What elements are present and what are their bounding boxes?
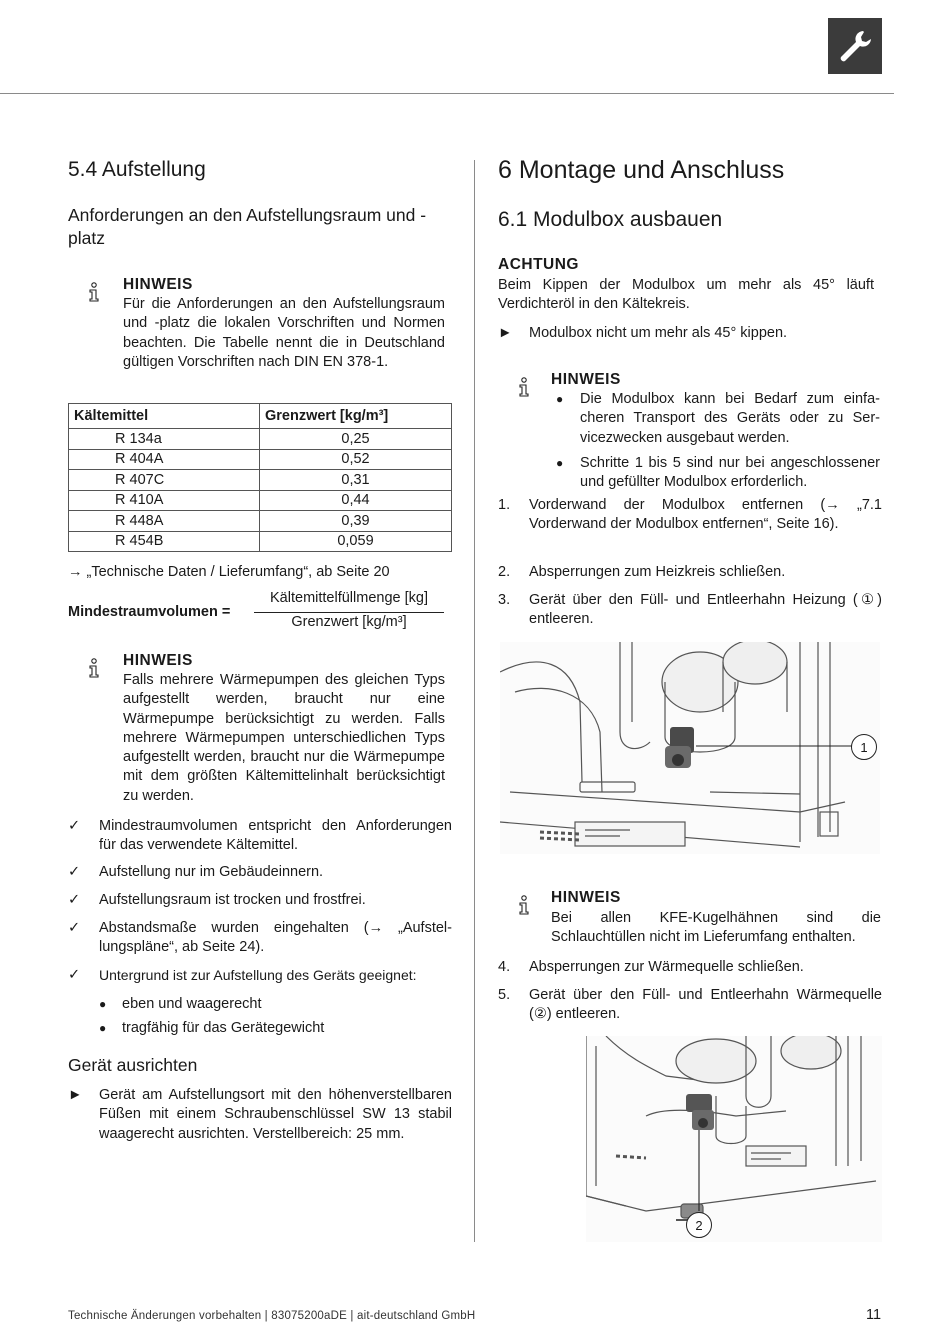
formula-label: Mindestraumvolumen = <box>68 604 231 620</box>
step-text: Absperrungen zum Heizkreis schließen. <box>529 564 786 580</box>
info-icon <box>516 895 532 915</box>
table-header: Kältemittel <box>69 404 260 429</box>
chapter-title: 6 Montage und Anschluss <box>498 156 785 184</box>
figure-heatsource-drain-valve <box>586 1036 882 1242</box>
bullet-text: eben und waagerecht <box>122 996 262 1012</box>
step-number: 5. <box>498 987 511 1003</box>
checkmark-icon: ✓ <box>68 818 81 834</box>
check-text: Aufstellungsraum ist trocken und frostfrei. <box>99 892 366 908</box>
header-rule <box>0 93 894 94</box>
table-cell: R 134a <box>69 429 260 450</box>
step-text: Gerät über den Füll- und Entleerhahn Wärmequelle (②) entleeren. <box>529 987 882 1023</box>
note-title: HINWEIS <box>551 889 621 906</box>
info-icon <box>86 282 102 302</box>
figure-heating-drain-valve <box>500 642 882 856</box>
checkmark-icon: ✓ <box>68 967 81 983</box>
callout-2: 2 <box>686 1212 712 1238</box>
step-number: 4. <box>498 959 511 975</box>
check-text: Abstandsmaße wurden eingehalten (→ „Aufstellungspläne“, ab Seite 24). <box>99 920 452 956</box>
check-text: Aufstellung nur im Gebäudeinnern. <box>99 864 324 880</box>
action-text: Gerät am Aufstellungsort mit den höhenverstellbaren Füßen mit einem Schraubenschlüssel SW 13 stabil waagerecht ausrichten. Verstellbereich: 25 mm. <box>99 1087 452 1142</box>
note-text: Falls mehrere Wärmepumpen des gleichen Typs aufgestellt werden, braucht nur eine Wärmepumpe berücksichtigt zu werden. Falls mehrere Wärmepumpen unterschiedlichen Typs aufgestellt werden, braucht nur die Wärmepumpe mit dem größten Kältemittelinhalt berücksichtigt zu werden. <box>123 672 445 804</box>
bullet-icon: ● <box>99 1021 107 1035</box>
table-cell: 0,44 <box>260 490 452 511</box>
note-text: Bei allen KFE‑Kugelhähnen sind die Schlauchtüllen nicht im Lieferumfang enthalten. <box>551 910 881 946</box>
step-number: 2. <box>498 564 511 580</box>
refrigerant-table <box>68 403 452 552</box>
table-cell: 0,31 <box>260 470 452 491</box>
checkmark-icon: ✓ <box>68 920 81 936</box>
check-text: Untergrund ist zur Aufstellung des Geräts geeignet: <box>99 967 417 983</box>
section-title: 5.4 Aufstellung <box>68 158 206 181</box>
triangle-bullet-icon: ► <box>68 1087 83 1103</box>
table-cell: R 410A <box>69 490 260 511</box>
footer-text: Technische Änderungen vorbehalten | 83075200aDE | ait-deutschland GmbH <box>68 1310 476 1322</box>
column-divider <box>474 160 475 1242</box>
checkmark-icon: ✓ <box>68 864 81 880</box>
table-cell: 0,39 <box>260 511 452 532</box>
table-cell: R 448A <box>69 511 260 532</box>
note-title: HINWEIS <box>123 652 193 669</box>
table-header: Grenzwert [kg/m³] <box>260 404 452 429</box>
table-cell: 0,059 <box>260 531 452 552</box>
cross-reference-link[interactable]: → „Technische Daten / Lieferumfang“, ab Seite 20 <box>68 564 390 580</box>
subsection-title: Anforderungen an den Aufstellungsraum und -platz <box>68 205 427 248</box>
bullet-icon: ● <box>99 997 107 1011</box>
table-cell: 0,52 <box>260 449 452 470</box>
table-cell: R 407C <box>69 470 260 491</box>
section-title: 6.1 Modulbox ausbauen <box>498 208 723 231</box>
formula-numerator: Kältemittelfüllmenge [kg] <box>270 590 428 606</box>
technical-illustration-1 <box>500 642 882 856</box>
table-cell: R 404A <box>69 449 260 470</box>
table-cell: R 454B <box>69 531 260 552</box>
section-wrench-badge <box>828 18 882 74</box>
bullet-icon: ● <box>556 456 564 470</box>
step-text: Vorderwand der Modulbox entfernen (→ „7.1 Vorderwand der Modulbox entfernen“, Seite 16). <box>529 497 882 533</box>
step-text: Gerät über den Füll- und Entleerhahn Heizung (①) entleeren. <box>529 592 882 628</box>
bullet-icon: ● <box>556 392 564 406</box>
step-number: 1. <box>498 497 511 513</box>
warning-title: ACHTUNG <box>498 256 579 273</box>
info-icon <box>86 658 102 678</box>
warning-text: Beim Kippen der Modulbox um mehr als 45° läuft Verdichteröl in den Kältekreis. <box>498 277 874 313</box>
formula-denominator: Grenzwert [kg/m³] <box>291 614 407 630</box>
note-title: HINWEIS <box>123 276 193 293</box>
action-text: Modulbox nicht um mehr als 45° kippen. <box>529 325 788 341</box>
bullet-text: Schritte 1 bis 5 sind nur bei angeschlossener und gefüllter Modulbox erforderlich. <box>580 455 880 491</box>
check-text: Mindestraumvolumen entspricht den Anforderungen für das verwendete Kältemittel. <box>99 818 452 854</box>
subsection-title: Gerät ausrichten <box>68 1055 198 1075</box>
callout-1: 1 <box>851 734 877 760</box>
note-text: Für die Anforderungen an den Aufstellungsraum und ‑platz die lokalen Vorschriften und Normen beachten. Die Tabelle nennt die in Deutschland gültigen Vorschriften nach DIN EN 378‑1. <box>123 296 445 370</box>
step-text: Absperrungen zur Wärmequelle schließen. <box>529 959 804 975</box>
triangle-bullet-icon: ► <box>498 325 513 341</box>
table-cell: 0,25 <box>260 429 452 450</box>
info-icon <box>516 377 532 397</box>
checkmark-icon: ✓ <box>68 892 81 908</box>
wrench-icon <box>836 27 874 65</box>
note-title: HINWEIS <box>551 371 621 388</box>
technical-illustration-2 <box>586 1036 882 1242</box>
page-number: 11 <box>866 1307 882 1323</box>
fraction-bar <box>254 612 444 613</box>
bullet-text: tragfähig für das Gerätegewicht <box>122 1020 325 1036</box>
step-number: 3. <box>498 592 511 608</box>
bullet-text: Die Modulbox kann bei Bedarf zum einfacheren Transport des Geräts oder zu Servicezwecken ausgebaut werden. <box>580 391 880 446</box>
